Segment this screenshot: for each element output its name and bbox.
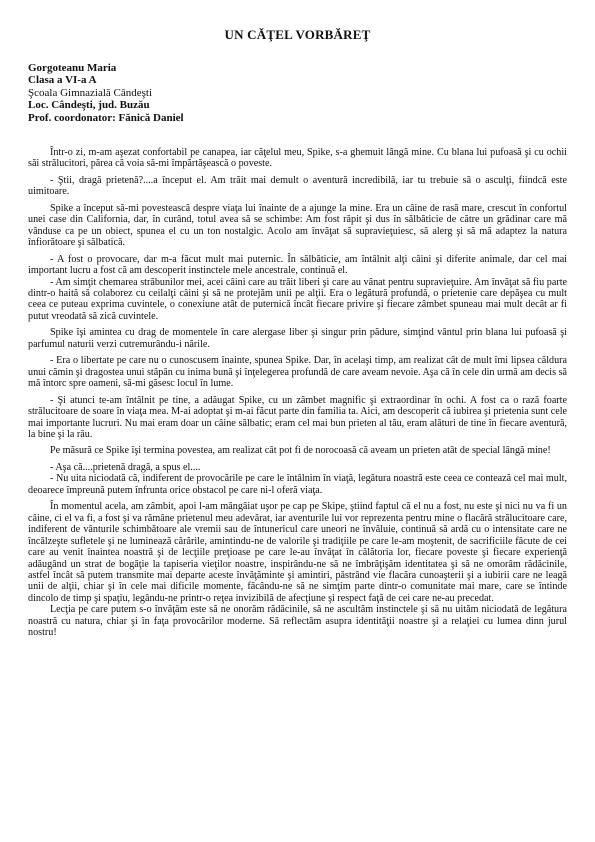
paragraph: Spike a început să-mi povestească despre viaţa lui înainte de a ajunge la mine. Era un câine de rasă mare, crescut în confortul unei case din California, dar, în curând, totul avea să se schimbe: Am fost răpit şi dus în sălbăticie de către un grădinar care mă vânduse ca pe un obiect, spunea el cu un ton nostalgic. Acolo am învăţat să supravieţuiesc, să alerg şi să mă adaptez la natura înfiorătoare şi sălbatică. xyxy=(28,202,567,249)
author-school: Şcoala Gimnazială Cândeşti xyxy=(28,86,153,99)
dialogue-line: - A fost o provocare, dar m-a făcut mult mai puternic. În sălbăticie, am întâlnit alţi câini şi diferite animale, dar cel mai important lucru a fost că am descoperit instinctele mele ancestrale, continuă el. xyxy=(28,253,567,277)
dialogue-line: - Ştii, dragă prietenă?....a început el. Am trăit mai demult o aventură incredibilă, iar tu trebuie să o asculţi, fiindcă este uimitoare. xyxy=(28,174,567,198)
dialogue-line: - Am simţit chemarea străbunilor mei, acei câini care au trăit liberi şi care au vânat pentru supravieţuire. Am învăţat să fiu parte dintr-o haită să colaborez cu ceilalţi câini şi să ne protejăm unii pe alţii. Era o legătură profundă, o prietenie care depăşea cu mult ceea ce puteau exprima cuvintele, o conexiune atât de puternică încât fiecare privire şi fiecare zâmbet spuneau mai mult decât ar fi putut vreodată să zică cuvintele. xyxy=(28,276,567,322)
paragraph: Lecţia pe care putem s-o învăţăm este să ne onorăm rădăcinile, să ne ascultăm instinctele şi să nu uităm niciodată de legătura noastră cu natura, chiar şi în faţa provocărilor moderne. Să reflectăm asupra identităţii noastre şi a relaţiei cu lumea dinn jurul nostru! xyxy=(28,604,567,639)
dialogue-line: - Era o libertate pe care nu o cunoscusem înainte, spunea Spike. Dar, în acelaşi timp, am realizat cât de mult îmi lipsea căldura unui cămin şi dragostea unui stăpân cu inima bună şi înţelegerea profundă de care aveam nevoie. Aşa că în cele din urmă am decis să mă întorc spre oameni, să-mi găsesc locul în lume. xyxy=(28,355,567,390)
document-title: UN CĂŢEL VORBĂREŢ xyxy=(224,27,371,42)
paragraph: Într-o zi, m-am aşezat confortabil pe canapea, iar căţelul meu, Spike, s-a ghemuit lângă mine. Cu blana lui pufoasă şi cu ochii săi strălucitori, părea că voia să-mi împărtăşească o poveste. xyxy=(28,147,567,170)
paragraph: Pe măsură ce Spike îşi termina povestea, am realizat cât pot fi de norocoasă că aveam un prieten atât de special lângă mine! xyxy=(50,445,551,457)
dialogue-line: - Nu uita niciodată că, indiferent de provocările pe care le întâlnim în viaţă, legătura noastră este ceea ce contează cel mai mult, deoarece împreună putem înfrunta orice obstacol pe care ni-l oferă viaţa. xyxy=(28,473,567,496)
dialogue-line: - Şi atunci te-am întâlnit pe tine, a adăugat Spike, cu un zâmbet magnific şi extraordinar în ochi. A fost ca o rază foarte strălucitoare de soare în viaţa mea. M-ai adoptat şi m-ai făcut parte din familia ta. Aici, am descoperit că iubirea şi prietenia sunt cele mai importante lucruri. Nu mai eram doar un câine sălbatic; eram cel mai bun prieten al tău, eram alături de tine în fiecare aventură, la bine şi la rău. xyxy=(28,394,567,440)
author-location: Loc. Cândeşti, jud. Buzău xyxy=(28,99,150,112)
author-coordinator: Prof. coordonator: Fănică Daniel xyxy=(28,111,184,124)
author-block xyxy=(28,62,567,124)
author-class: Clasa a VI-a A xyxy=(28,74,97,87)
author-name: Gorgoteanu Maria xyxy=(28,62,117,74)
paragraph: Spike îşi amintea cu drag de momentele în care alergase liber şi singur prin pădure, simţind vântul prin blana lui pufoasă şi parfumul naturii verzi cutremurându-i nările. xyxy=(28,327,567,350)
paragraph: În momentul acela, am zâmbit, apoi l-am mângâiat uşor pe cap pe Skipe, ştiind faptul că el nu a fost, nu este şi nici nu va fi un câine, ci el va fi, a fost şi va rămâne prietenul meu adevărat, iar aventurile lui vor reprezenta pentru mine o flacără strălucitoare care, indiferent de vânturile schimbătoare ale vremii sau de întunericul care uneori ne învăluie, continuă să ardă cu o intensitate care ne încălzeşte sufletele şi ne luminează cărările, amintindu-ne de valorile şi tradiţiile pe care le-am moştenit, de sacrificiile făcute de cei care au venit înaintea noastră şi de lecţiile preţioase pe care le-au învăţat în călătoria lor, fiecare poveste şi fiecare experienţă adăugând un strat de bogăţie la tapiseria vieţilor noastre, inspirându-ne să ne îmbrăţişăm identitatea şi să ne omorâm rădăcinile, astfel încât să putem transmite mai departe aceste învăţăminte şi amintiri, păstrând vie flacăra cunoaşterii şi a iubirii care ne leagă unii de alţii, chiar şi în cele mai dificile momente, făcându-ne să ne simţim parte dintr-o comunitate mai mare, care se întinde dincolo de timp şi spaţiu, legându-ne printr-o reţea invizibilă de afecţiune şi respect faţă de cei care ne-au precedat. xyxy=(28,501,567,604)
dialogue-line: - Aşa că....prietenă dragă, a spus el.... xyxy=(50,461,201,473)
story-body xyxy=(28,147,567,639)
